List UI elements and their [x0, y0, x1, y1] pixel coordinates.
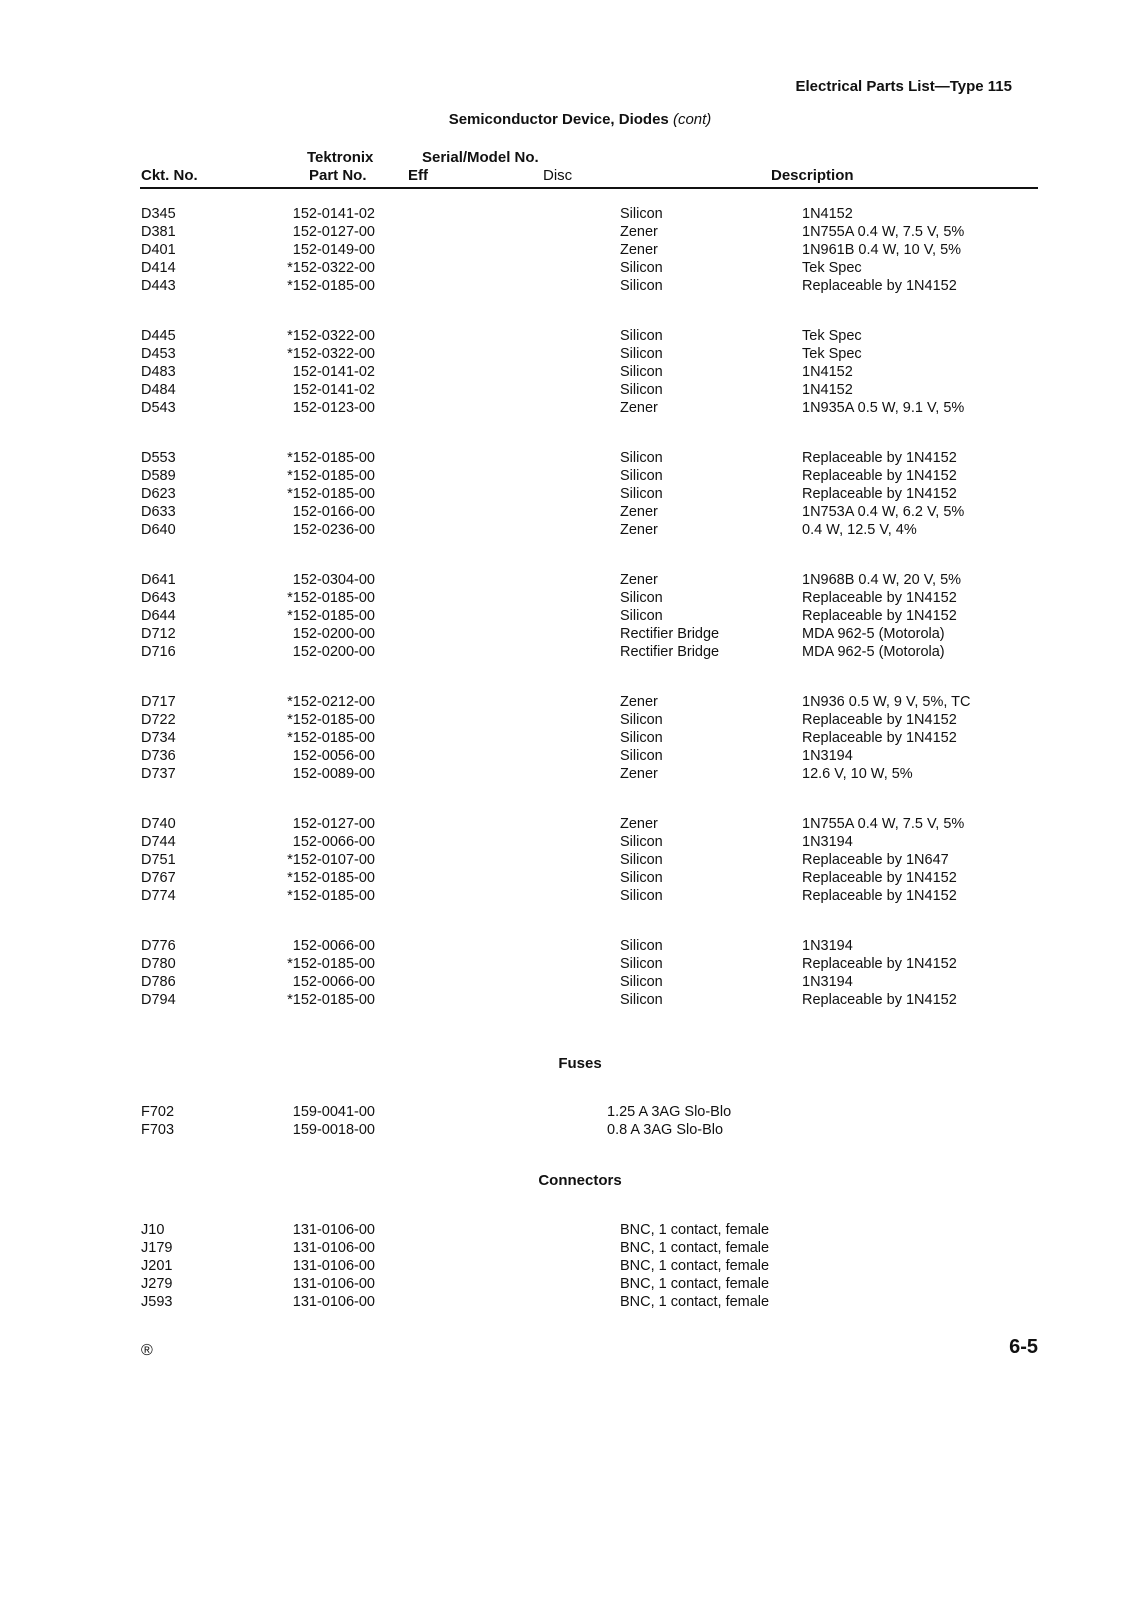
part-number-cell: *152-0185-00: [287, 992, 375, 1008]
part-number-cell: 152-0066-00: [292, 938, 375, 954]
description-cell: 1N968B 0.4 W, 20 V, 5%: [802, 572, 962, 588]
description-cell: 1N3194: [802, 834, 853, 850]
ckt-cell: D716: [141, 644, 176, 660]
device-type-cell: Zener: [620, 224, 658, 240]
ckt-cell: D644: [141, 608, 176, 624]
device-type-cell: Silicon: [620, 364, 663, 380]
ckt-cell: J179: [141, 1240, 173, 1256]
part-number-cell: 159-0041-00: [292, 1104, 375, 1120]
part-number-cell: 152-0066-00: [292, 974, 375, 990]
device-type-cell: Silicon: [620, 468, 663, 484]
table-row: [0, 1103, 1130, 1121]
part-number-cell: *152-0322-00: [287, 346, 375, 362]
ckt-cell: D640: [141, 522, 176, 538]
ckt-cell: D786: [141, 974, 176, 990]
description-cell: BNC, 1 contact, female: [620, 1240, 770, 1256]
part-number-cell: *152-0212-00: [287, 694, 375, 710]
part-number-cell: *152-0185-00: [287, 956, 375, 972]
device-type-cell: Silicon: [620, 206, 663, 222]
header-serial: Serial/Model No.: [422, 149, 539, 166]
table-row: [0, 991, 1130, 1009]
table-row: [0, 571, 1130, 589]
part-number-cell: 131-0106-00: [292, 1294, 375, 1310]
part-number-cell: *152-0185-00: [287, 730, 375, 746]
description-cell: 12.6 V, 10 W, 5%: [802, 766, 913, 782]
header-ckt: Ckt. No.: [141, 167, 198, 184]
ckt-cell: D737: [141, 766, 176, 782]
header-disc: Disc: [543, 167, 573, 184]
registered-mark: ®: [141, 1342, 153, 1359]
ckt-cell: D401: [141, 242, 176, 258]
header-description: Description: [771, 167, 854, 184]
description-cell: Tek Spec: [802, 260, 862, 276]
description-cell: 1N4152: [802, 382, 853, 398]
device-type-cell: Zener: [620, 766, 658, 782]
description-cell: Tek Spec: [802, 328, 862, 344]
part-number-cell: 131-0106-00: [292, 1240, 375, 1256]
device-type-cell: Silicon: [620, 712, 663, 728]
ckt-cell: J10: [141, 1222, 165, 1238]
description-cell: 1N3194: [802, 748, 853, 764]
table-row: [0, 955, 1130, 973]
description-cell: Replaceable by 1N4152: [802, 590, 957, 606]
device-type-cell: Silicon: [620, 346, 663, 362]
table-row: [0, 521, 1130, 539]
table-row: [0, 887, 1130, 905]
device-type-cell: Silicon: [620, 870, 663, 886]
table-row: [0, 223, 1130, 241]
table-row: [0, 815, 1130, 833]
description-cell: 1N3194: [802, 974, 853, 990]
device-type-cell: Silicon: [620, 730, 663, 746]
device-type-cell: Zener: [620, 572, 658, 588]
device-type-cell: Silicon: [620, 486, 663, 502]
ckt-cell: D717: [141, 694, 176, 710]
description-cell: 1N961B 0.4 W, 10 V, 5%: [802, 242, 962, 258]
part-number-cell: *152-0322-00: [287, 328, 375, 344]
ckt-cell: D767: [141, 870, 176, 886]
description-cell: BNC, 1 contact, female: [620, 1276, 770, 1292]
table-row: [0, 363, 1130, 381]
part-number-cell: 152-0166-00: [292, 504, 375, 520]
ckt-cell: D543: [141, 400, 176, 416]
device-type-cell: Zener: [620, 400, 658, 416]
ckt-cell: D722: [141, 712, 176, 728]
header-rule: [140, 187, 1038, 189]
table-row: [0, 833, 1130, 851]
part-number-cell: *152-0185-00: [287, 278, 375, 294]
description-cell: 1N755A 0.4 W, 7.5 V, 5%: [802, 224, 965, 240]
ckt-cell: D483: [141, 364, 176, 380]
part-number-cell: 152-0141-02: [292, 364, 375, 380]
table-row: [0, 765, 1130, 783]
device-type-cell: Rectifier Bridge: [620, 626, 720, 642]
description-cell: 0.8 A 3AG Slo-Blo: [607, 1122, 724, 1138]
part-number-cell: *152-0185-00: [287, 468, 375, 484]
part-number-cell: 131-0106-00: [292, 1258, 375, 1274]
table-row: [0, 643, 1130, 661]
device-type-cell: Zener: [620, 242, 658, 258]
part-number-cell: 159-0018-00: [292, 1122, 375, 1138]
ckt-cell: D484: [141, 382, 176, 398]
part-number-cell: *152-0185-00: [287, 590, 375, 606]
table-row: [0, 1293, 1130, 1311]
part-number-cell: 152-0127-00: [292, 816, 375, 832]
device-type-cell: Silicon: [620, 608, 663, 624]
description-cell: 1N3194: [802, 938, 853, 954]
part-number-cell: 152-0066-00: [292, 834, 375, 850]
table-row: [0, 851, 1130, 869]
part-number-cell: 152-0127-00: [292, 224, 375, 240]
ckt-cell: D414: [141, 260, 176, 276]
table-row: [0, 937, 1130, 955]
description-cell: 1.25 A 3AG Slo-Blo: [607, 1104, 732, 1120]
description-cell: Replaceable by 1N4152: [802, 486, 957, 502]
ckt-cell: D633: [141, 504, 176, 520]
table-row: [0, 1275, 1130, 1293]
device-type-cell: Rectifier Bridge: [620, 644, 720, 660]
header-eff: Eff: [408, 167, 428, 184]
table-row: [0, 259, 1130, 277]
page-number: 6-5: [1009, 1336, 1038, 1358]
device-type-cell: Silicon: [620, 938, 663, 954]
part-number-cell: *152-0185-00: [287, 712, 375, 728]
device-type-cell: Silicon: [620, 278, 663, 294]
table-row: [0, 449, 1130, 467]
table-row: [0, 973, 1130, 991]
header-tek-line1: Tektronix: [307, 149, 374, 166]
table-row: [0, 1239, 1130, 1257]
description-cell: 1N755A 0.4 W, 7.5 V, 5%: [802, 816, 965, 832]
device-type-cell: Zener: [620, 504, 658, 520]
device-type-cell: Silicon: [620, 450, 663, 466]
device-type-cell: Silicon: [620, 834, 663, 850]
device-type-cell: Silicon: [620, 974, 663, 990]
table-row: [0, 241, 1130, 259]
part-number-cell: 152-0200-00: [292, 626, 375, 642]
description-cell: Replaceable by 1N647: [802, 852, 949, 868]
section-title-text: Semiconductor Device, Diodes: [448, 111, 669, 128]
fuses-title: Fuses: [558, 1055, 602, 1072]
ckt-cell: D443: [141, 278, 176, 294]
part-number-cell: 152-0200-00: [292, 644, 375, 660]
part-number-cell: 152-0141-02: [292, 206, 375, 222]
description-cell: Tek Spec: [802, 346, 862, 362]
device-type-cell: Silicon: [620, 888, 663, 904]
table-row: [0, 693, 1130, 711]
description-cell: 1N935A 0.5 W, 9.1 V, 5%: [802, 400, 965, 416]
part-number-cell: *152-0185-00: [287, 608, 375, 624]
part-number-cell: 131-0106-00: [292, 1276, 375, 1292]
description-cell: Replaceable by 1N4152: [802, 712, 957, 728]
description-cell: 1N4152: [802, 206, 853, 222]
part-number-cell: *152-0185-00: [287, 870, 375, 886]
ckt-cell: D736: [141, 748, 176, 764]
device-type-cell: Silicon: [620, 382, 663, 398]
part-number-cell: *152-0185-00: [287, 450, 375, 466]
description-cell: Replaceable by 1N4152: [802, 870, 957, 886]
description-cell: Replaceable by 1N4152: [802, 956, 957, 972]
table-row: [0, 747, 1130, 765]
table-row: [0, 711, 1130, 729]
table-row: [0, 503, 1130, 521]
part-number-cell: 152-0123-00: [292, 400, 375, 416]
description-cell: Replaceable by 1N4152: [802, 450, 957, 466]
table-row: [0, 869, 1130, 887]
device-type-cell: Silicon: [620, 956, 663, 972]
ckt-cell: D553: [141, 450, 176, 466]
ckt-cell: D641: [141, 572, 176, 588]
ckt-cell: D744: [141, 834, 176, 850]
part-number-cell: 152-0089-00: [292, 766, 375, 782]
table-row: [0, 467, 1130, 485]
table-row: [0, 277, 1130, 295]
ckt-cell: F702: [141, 1104, 175, 1120]
ckt-cell: D643: [141, 590, 176, 606]
ckt-cell: D589: [141, 468, 176, 484]
table-row: [0, 1257, 1130, 1275]
section-title: [0, 111, 1130, 128]
part-number-cell: 131-0106-00: [292, 1222, 375, 1238]
ckt-cell: D740: [141, 816, 176, 832]
description-cell: Replaceable by 1N4152: [802, 608, 957, 624]
ckt-cell: J593: [141, 1294, 173, 1310]
table-row: [0, 327, 1130, 345]
ckt-cell: D453: [141, 346, 176, 362]
ckt-cell: D381: [141, 224, 176, 240]
description-cell: 1N753A 0.4 W, 6.2 V, 5%: [802, 504, 965, 520]
table-row: [0, 381, 1130, 399]
table-row: [0, 205, 1130, 223]
ckt-cell: D780: [141, 956, 176, 972]
ckt-cell: D794: [141, 992, 176, 1008]
table-row: [0, 399, 1130, 417]
running-head: Electrical Parts List—Type 115: [795, 78, 1012, 95]
ckt-cell: D345: [141, 206, 176, 222]
description-cell: 1N4152: [802, 364, 853, 380]
ckt-cell: J201: [141, 1258, 173, 1274]
table-row: [0, 589, 1130, 607]
part-number-cell: *152-0107-00: [287, 852, 375, 868]
table-row: [0, 1121, 1130, 1139]
connectors-title: Connectors: [538, 1172, 622, 1189]
device-type-cell: Silicon: [620, 852, 663, 868]
description-cell: MDA 962-5 (Motorola): [802, 626, 945, 642]
table-row: [0, 485, 1130, 503]
ckt-cell: D712: [141, 626, 176, 642]
part-number-cell: 152-0149-00: [292, 242, 375, 258]
table-row: [0, 625, 1130, 643]
description-cell: Replaceable by 1N4152: [802, 888, 957, 904]
ckt-cell: D445: [141, 328, 176, 344]
device-type-cell: Zener: [620, 816, 658, 832]
description-cell: Replaceable by 1N4152: [802, 992, 957, 1008]
description-cell: BNC, 1 contact, female: [620, 1258, 770, 1274]
description-cell: Replaceable by 1N4152: [802, 468, 957, 484]
table-row: [0, 607, 1130, 625]
ckt-cell: D751: [141, 852, 176, 868]
header-tek-line2: Part No.: [309, 167, 367, 184]
device-type-cell: Silicon: [620, 328, 663, 344]
table-row: [0, 1221, 1130, 1239]
description-cell: BNC, 1 contact, female: [620, 1222, 770, 1238]
part-number-cell: *152-0322-00: [287, 260, 375, 276]
description-cell: Replaceable by 1N4152: [802, 278, 957, 294]
device-type-cell: Silicon: [620, 992, 663, 1008]
ckt-cell: D734: [141, 730, 176, 746]
part-number-cell: 152-0304-00: [292, 572, 375, 588]
part-number-cell: 152-0141-02: [292, 382, 375, 398]
part-number-cell: 152-0056-00: [292, 748, 375, 764]
section-title-suffix: (cont): [672, 111, 712, 128]
device-type-cell: Zener: [620, 694, 658, 710]
device-type-cell: Silicon: [620, 590, 663, 606]
ckt-cell: J279: [141, 1276, 173, 1292]
description-cell: MDA 962-5 (Motorola): [802, 644, 945, 660]
description-cell: BNC, 1 contact, female: [620, 1294, 770, 1310]
table-row: [0, 345, 1130, 363]
ckt-cell: D776: [141, 938, 176, 954]
ckt-cell: D774: [141, 888, 176, 904]
device-type-cell: Zener: [620, 522, 658, 538]
device-type-cell: Silicon: [620, 748, 663, 764]
description-cell: 1N936 0.5 W, 9 V, 5%, TC: [802, 694, 971, 710]
description-cell: 0.4 W, 12.5 V, 4%: [802, 522, 917, 538]
part-number-cell: 152-0236-00: [292, 522, 375, 538]
device-type-cell: Silicon: [620, 260, 663, 276]
part-number-cell: *152-0185-00: [287, 486, 375, 502]
part-number-cell: *152-0185-00: [287, 888, 375, 904]
description-cell: Replaceable by 1N4152: [802, 730, 957, 746]
ckt-cell: F703: [141, 1122, 175, 1138]
table-row: [0, 729, 1130, 747]
ckt-cell: D623: [141, 486, 176, 502]
